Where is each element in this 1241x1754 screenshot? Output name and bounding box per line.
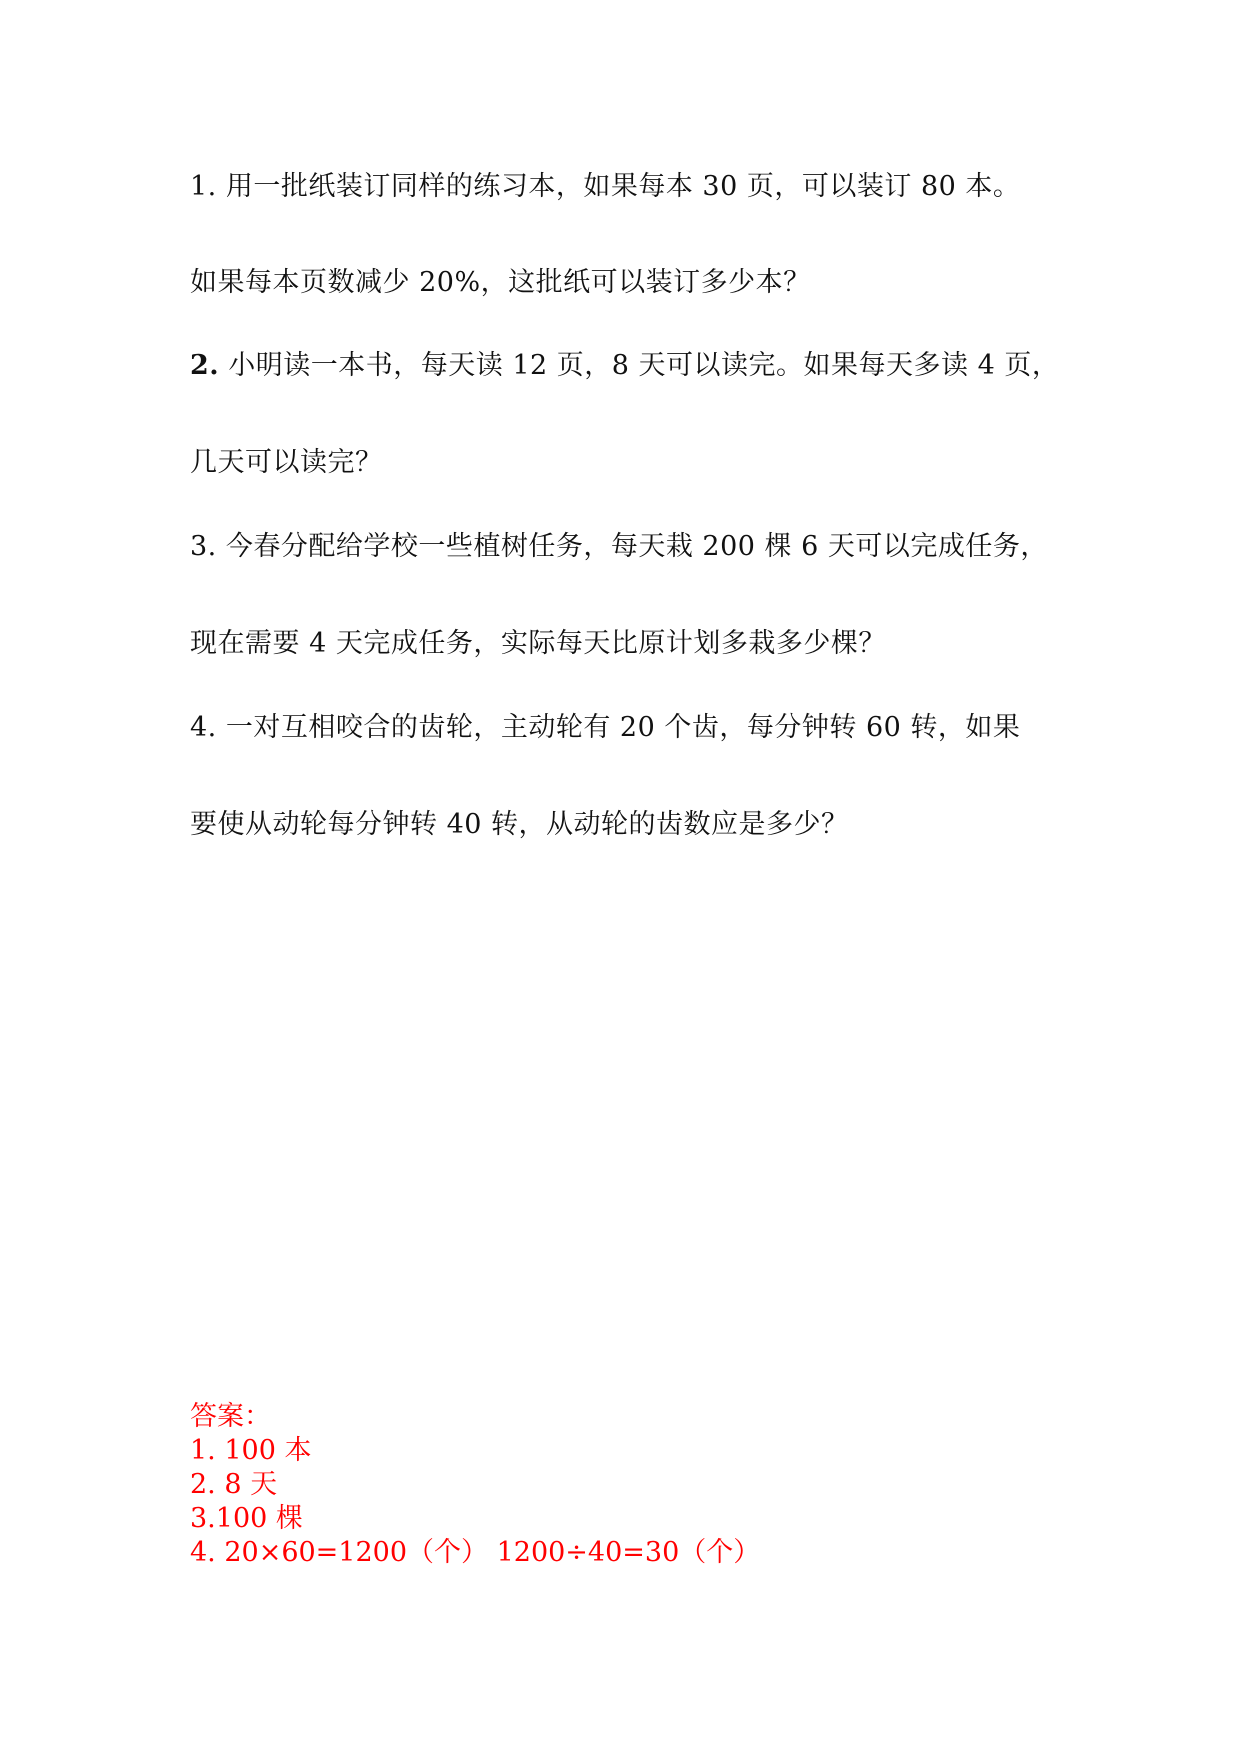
answer-section <box>190 1400 760 1570</box>
question-2-text: 小明读一本书，每天读 12 页，8 天可以读完。如果每天多读 4 页， <box>219 350 1060 381</box>
question-2-number: 2. <box>190 350 220 381</box>
question-2-line-1 <box>190 349 1059 383</box>
question-1-line-2: 如果每本页数减少 20%，这批纸可以装订多少本？ <box>190 267 811 298</box>
answer-item-2: 2. 8 天 <box>190 1469 278 1500</box>
answer-heading: 答案： <box>190 1401 271 1432</box>
answer-item-1: 1. 100 本 <box>190 1435 312 1466</box>
question-4-line-1: 4. 一对互相咬合的齿轮，主动轮有 20 个齿，每分钟转 60 转，如果 <box>190 712 1021 743</box>
question-3-line-2: 现在需要 4 天完成任务，实际每天比原计划多栽多少棵？ <box>190 628 886 659</box>
answer-item-3: 3.100 棵 <box>190 1503 303 1534</box>
question-4-line-2: 要使从动轮每分钟转 40 转，从动轮的齿数应是多少？ <box>190 809 849 840</box>
answer-item-4: 4. 20×60=1200（个） 1200÷40=30（个） <box>190 1537 761 1568</box>
question-1-line-1: 1. 用一批纸装订同样的练习本，如果每本 30 页，可以装订 80 本。 <box>190 171 1021 202</box>
question-2-line-2: 几天可以读完？ <box>190 447 383 478</box>
question-3-line-1: 3. 今春分配给学校一些植树任务，每天栽 200 棵 6 天可以完成任务， <box>190 531 1048 562</box>
